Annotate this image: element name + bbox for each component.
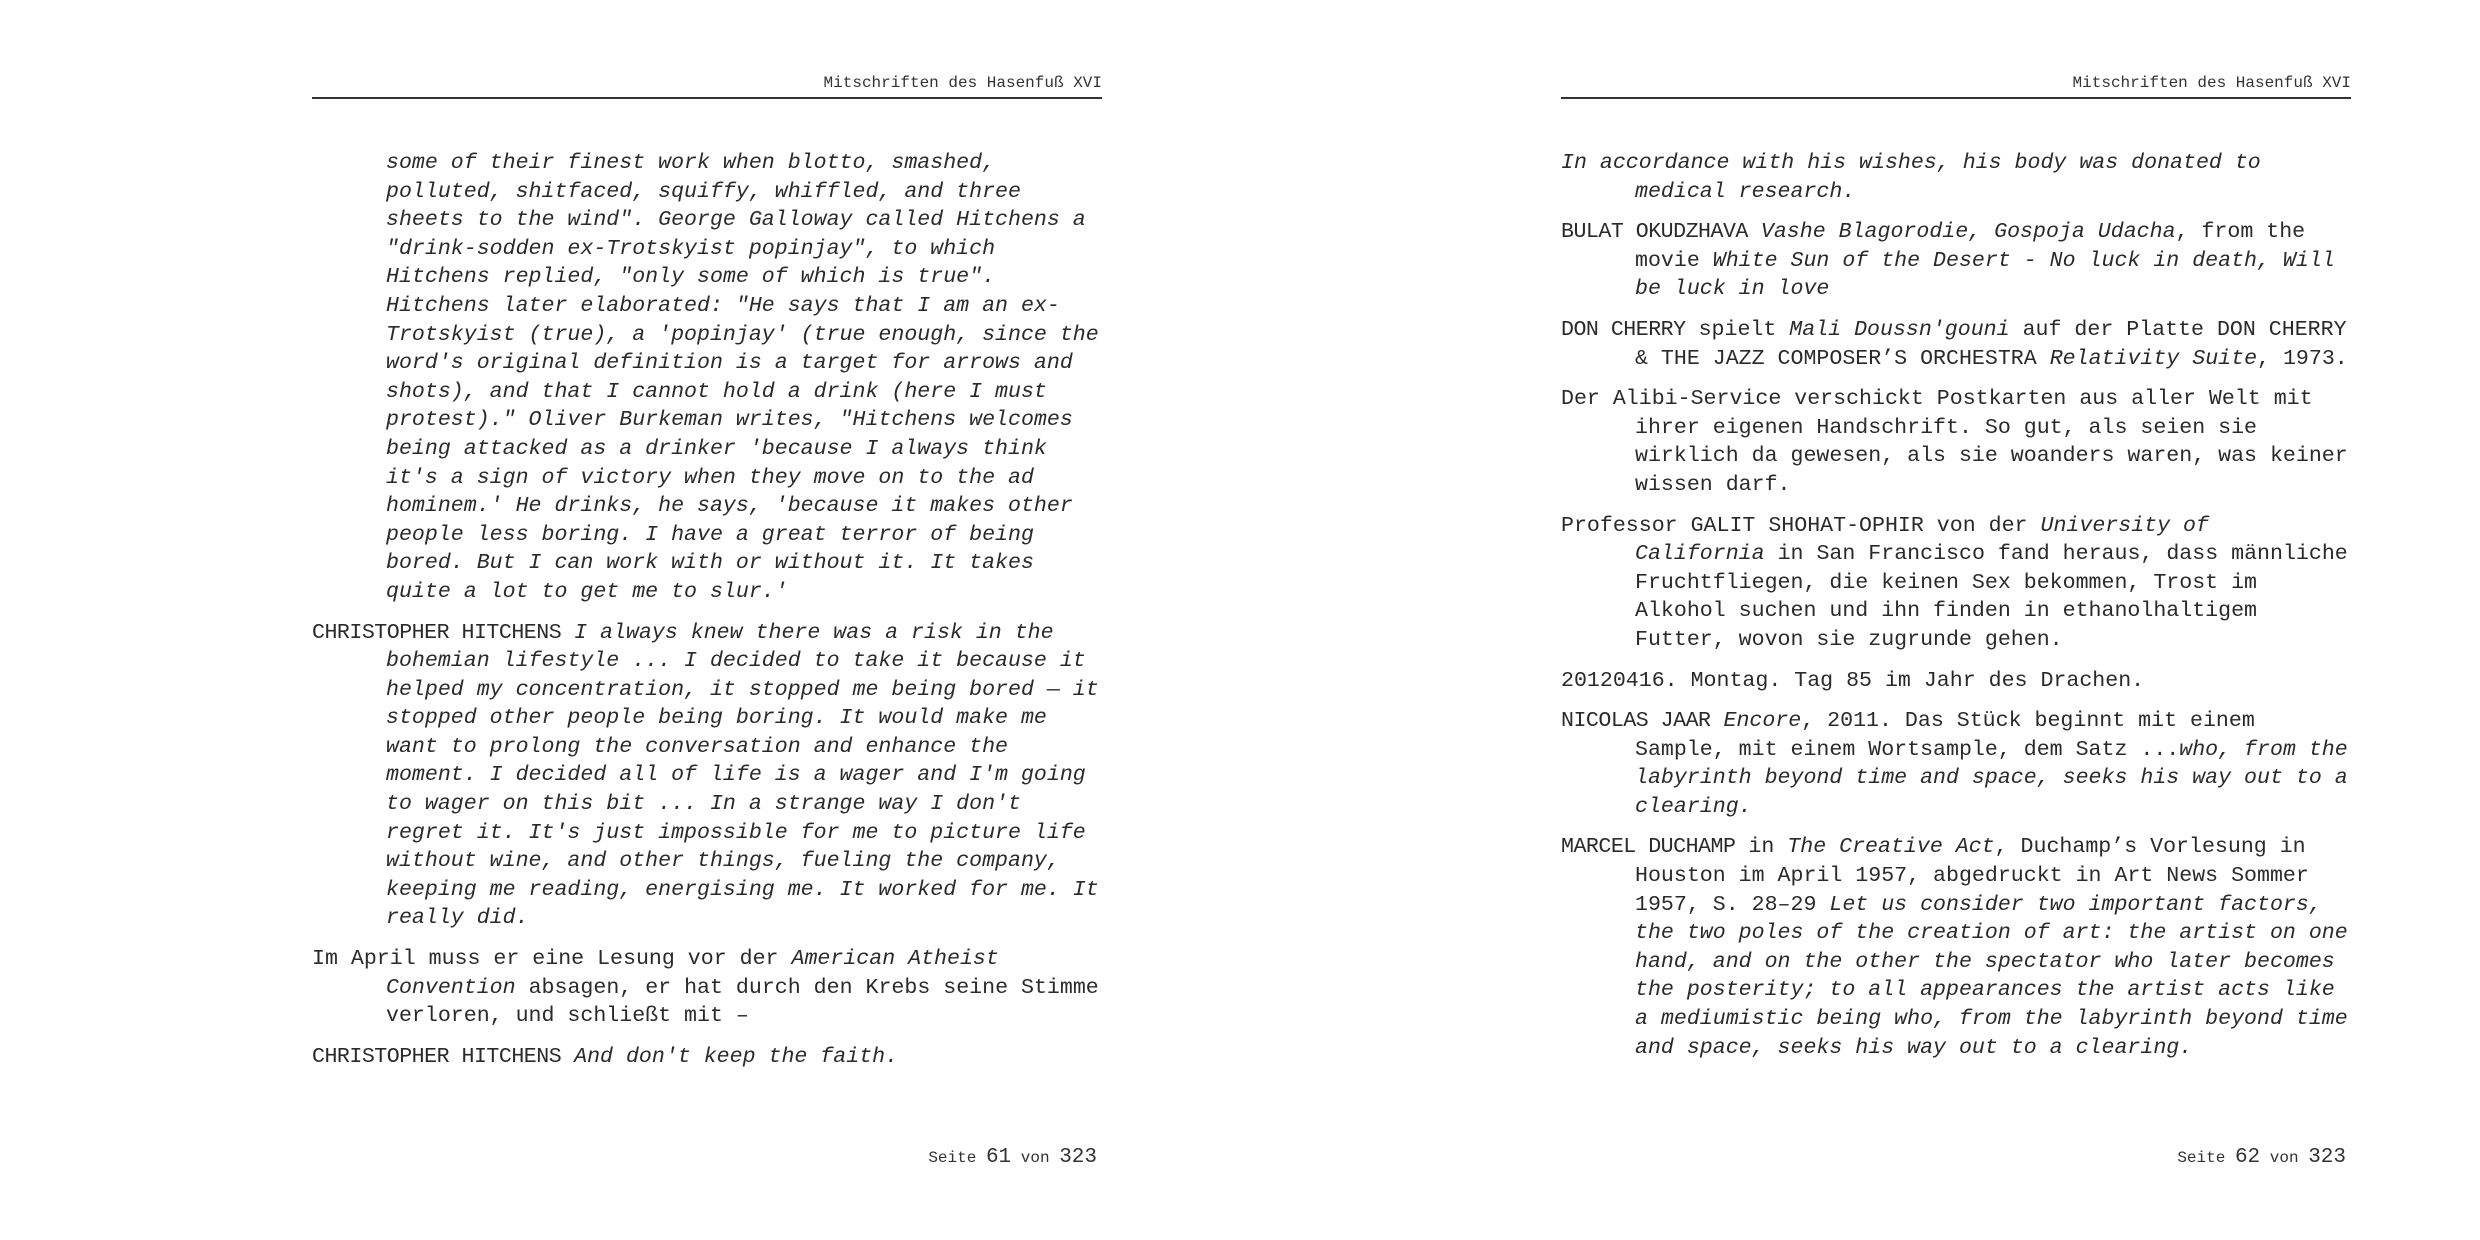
running-header: Mitschriften des Hasenfuß XVI xyxy=(2072,74,2351,92)
author-name: NICOLAS JAAR xyxy=(1561,709,1711,734)
page-total: 323 xyxy=(1059,1146,1097,1169)
track-title: Encore xyxy=(1723,709,1802,734)
entry-don-cherry xyxy=(1561,316,2351,373)
event-name: American Atheist Convention xyxy=(386,947,999,1000)
entry-text: , 1973. xyxy=(2257,346,2348,371)
page-number: 61 xyxy=(985,1146,1012,1169)
institution-name: University of California xyxy=(1635,513,2209,567)
page-of: von xyxy=(2269,1149,2299,1167)
entry-text: Professor GALIT SHOHAT-OPHIR von der xyxy=(1561,513,2028,538)
author-name: CHRISTOPHER HITCHENS xyxy=(312,620,562,645)
entry-text: spielt xyxy=(1698,317,1777,342)
right-page xyxy=(1561,0,2351,1240)
entry-date xyxy=(1561,667,2351,696)
entry-alibi-service xyxy=(1561,385,2351,499)
entry-text: absagen, er hat durch den Krebs seine Stimme verloren, und schließt mit – xyxy=(386,975,1099,1029)
entry-text: , from the movie xyxy=(1635,220,2306,273)
quote-continuation xyxy=(312,149,1102,607)
quote-text: who, from the labyrinth beyond time and space, seeks his way out to a clearing. xyxy=(1635,737,2348,819)
song-title: Mali Doussn'gouni xyxy=(1789,317,2010,342)
entry-nicolas-jaar xyxy=(1561,707,2351,821)
entry-text: in San Francisco fand heraus, dass männliche Fruchtfliegen, die keinen Sex bekommen, Trost im Alkohol suchen und ihn finden in ethanolhaltigem Futter, wovon sie zugrunde gehen. xyxy=(1635,542,2348,652)
quote-text: I always knew there was a risk in the bohemian lifestyle ... I decided to take it because it helped my concentration, it stopped me being bored — it stopped other people being boring. It would make me want to prolong the conversation and enhance the moment. I decided all of life is a wager and I'm going to wager on this bit ... In a strange way I don't regret it. It's just impossible for me to picture life without wine, and other things, fueling the company, keeping me reading, energising me. It worked for me. It really did. xyxy=(386,620,1099,931)
header-rule xyxy=(1561,97,2351,99)
page-label: Seite xyxy=(928,1149,977,1167)
header-rule xyxy=(312,97,1102,99)
page-body xyxy=(1561,149,2351,1074)
entry-hitchens-quote xyxy=(312,619,1102,934)
album-title: Relativity Suite xyxy=(2049,346,2258,371)
page-of: von xyxy=(1020,1149,1050,1167)
quote-text: some of their finest work when blotto, smashed, polluted, shitfaced, squiffy, whiffled, and three sheets to the wind". George Galloway called Hitchens a "drink-sodden ex-Trotskyist popinjay", to which Hitchens replied, "only some of which is true". Hitchens later elaborated: "He says that I am an ex-Trotskyist (true), a 'popinjay' (true enough, since the word's original definition is a target for arrows and shots), and that I cannot hold a drink (here I must protest)." Oliver Burkeman writes, "Hitchens welcomes being attacked as a drinker 'because I always think it's a sign of victory when they move on to the ad hominem.' He drinks, he says, 'because it makes other people less boring. I have a great terror of being bored. But I can work with or without it. It takes quite a lot to get me to slur.' xyxy=(386,151,1099,604)
entry-text: auf der Platte DON CHERRY & THE JAZZ COMPOSER’S ORCHESTRA xyxy=(1635,317,2347,371)
entry-text: , 2011. Das Stück beginnt mit einem Sample, mit einem Wortsample, dem Satz ... xyxy=(1635,709,2255,762)
entry-fruit-flies xyxy=(1561,512,2351,655)
entry-hitchens-final xyxy=(312,1043,1102,1072)
left-page xyxy=(312,0,1102,1240)
movie-title: White Sun of the Desert - No luck in death, Will be luck in love xyxy=(1635,248,2335,302)
lecture-title: The Creative Act xyxy=(1787,835,1995,860)
page-body xyxy=(312,149,1102,1083)
entry-okudzhava xyxy=(1561,218,2351,304)
running-header: Mitschriften des Hasenfuß XVI xyxy=(823,74,1102,92)
page-footer xyxy=(1561,1146,2346,1169)
page-total: 323 xyxy=(2308,1146,2346,1169)
entry-text: , Duchamp’s Vorlesung in Houston im April 1957, abgedruckt in Art News Sommer 1957, S. 28–29 xyxy=(1635,835,2309,917)
page-label: Seite xyxy=(2177,1149,2226,1167)
entry-text: In accordance with his wishes, his body was donated to medical research. xyxy=(1561,151,2261,204)
entry-lecture-cancel xyxy=(312,945,1102,1031)
song-title: Vashe Blagorodie, Gospoja Udacha xyxy=(1760,220,2176,245)
author-name: DON CHERRY xyxy=(1561,317,1686,342)
entry-text: Der Alibi-Service verschickt Postkarten aus aller Welt mit ihrer eigenen Handschrift. So gut, als seien sie wirklich da gewesen, als sie woanders waren, was keiner wissen darf. xyxy=(1561,387,2348,497)
page-number: 62 xyxy=(2234,1146,2261,1169)
author-name: BULAT OKUDZHAVA xyxy=(1561,220,1748,245)
quote-text: Let us consider two important factors, the two poles of the creation of art: the artist on one hand, and on the other the spectator who later becomes the posterity; to all appearances the artist acts like a mediumistic being who, from the labyrinth beyond time and space, seeks his way out to a clearing. xyxy=(1635,892,2348,1060)
page-footer xyxy=(312,1146,1097,1169)
entry-text: 20120416. Montag. Tag 85 im Jahr des Drachen. xyxy=(1561,668,2145,693)
entry-text: in xyxy=(1748,835,1775,860)
entry-donation xyxy=(1561,149,2351,206)
entry-text: Im April muss er eine Lesung vor der xyxy=(312,947,779,972)
author-name: MARCEL DUCHAMP xyxy=(1561,835,1736,860)
quote-text: And don't keep the faith. xyxy=(574,1044,899,1069)
author-name: CHRISTOPHER HITCHENS xyxy=(312,1044,562,1069)
entry-duchamp xyxy=(1561,833,2351,1062)
